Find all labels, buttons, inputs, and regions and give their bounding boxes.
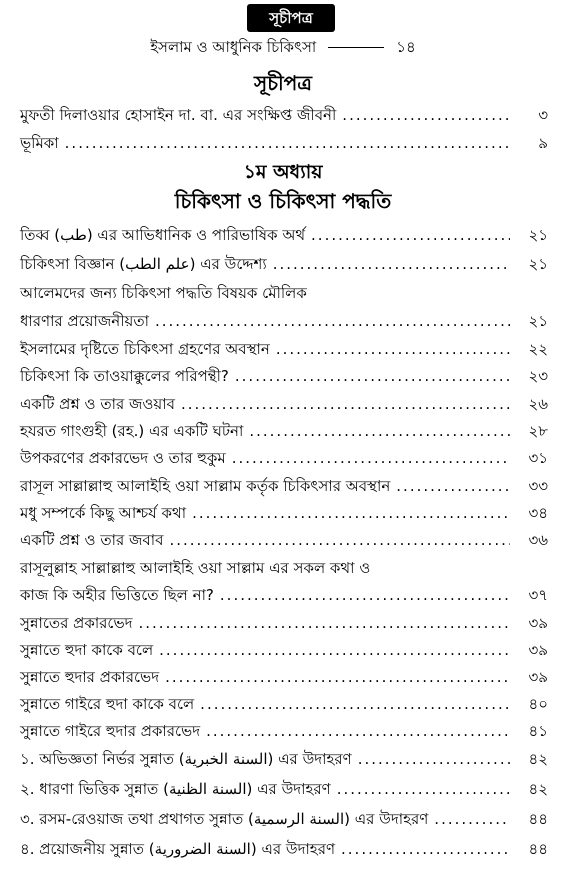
chapter-number: ১ম অধ্যায় — [243, 161, 323, 183]
dot-leader — [206, 719, 510, 743]
toc-entry[interactable] — [20, 131, 548, 155]
toc-entry[interactable] — [20, 337, 548, 361]
dot-leader — [273, 252, 510, 276]
arabic-term: طب — [60, 226, 87, 244]
entry-title: রাসূল সাল্লাল্লাহু আলাইহি ওয়া সাল্লাম কর্তৃক চিকিৎসার অবস্থান — [20, 477, 391, 495]
entry-page: ৩৩ — [528, 477, 548, 495]
entry-title: সুন্নাতে গাইরে হুদার প্রকারভেদ — [20, 722, 201, 740]
entry-title: তিব্ব (طب) এর আভিধানিক ও পারিভাষিক অর্থ — [20, 226, 306, 244]
toc-entry[interactable] — [20, 528, 548, 552]
toc-entry[interactable] — [20, 446, 548, 470]
entry-page: ৩১ — [528, 449, 548, 467]
entry-title: ২. ধারণা ভিত্তিক সুন্নাত (السنة الظنية) এর উদাহরণ — [20, 780, 331, 798]
entry-title: চিকিৎসা কি তাওয়াক্কুলের পরিপন্থী? — [20, 367, 229, 385]
entry-page: ২২ — [528, 340, 548, 358]
toc-entry[interactable] — [20, 309, 548, 333]
entry-title: কাজ কি অহীর ভিত্তিতে ছিল না? — [20, 586, 214, 604]
dot-leader — [181, 392, 510, 416]
entry-page: ৪৪ — [528, 840, 548, 858]
entry-title: সুন্নাতে হুদা কাকে বলে — [20, 641, 154, 659]
dot-leader — [159, 638, 510, 662]
dot-leader — [235, 364, 510, 388]
entry-title: একটি প্রশ্ন ও তার জওয়াব — [20, 395, 175, 413]
entry-title: ১. অভিজ্ঞতা নির্ভর সুন্নাত (السنة الخبرية) এর উদাহরণ — [20, 750, 352, 768]
toc-entry[interactable] — [20, 638, 548, 662]
dot-leader — [396, 474, 510, 498]
toc-entry[interactable] — [20, 583, 548, 607]
entry-page: ৩৭ — [528, 586, 548, 604]
entry-title: উপকরণের প্রকারভেদ ও তার হুকুম — [20, 449, 226, 467]
toc-entry[interactable] — [20, 392, 548, 416]
entry-page: ২৩ — [528, 367, 548, 385]
entry-title: একটি প্রশ্ন ও তার জবাব — [20, 531, 164, 549]
entry-title: হযরত গাংগুহী (রহ.) এর একটি ঘটনা — [20, 422, 244, 440]
entry-title: সুন্নাতে হুদার প্রকারভেদ — [20, 668, 160, 686]
header-page-number: ১৪ — [396, 38, 416, 56]
dot-leader — [65, 131, 510, 155]
entry-page: ৪২ — [528, 750, 548, 768]
contents-heading: সূচীপত্র — [254, 71, 312, 95]
dot-leader — [341, 837, 510, 861]
dot-leader — [249, 419, 510, 443]
dot-leader — [337, 777, 510, 801]
section-badge: সূচীপত্র — [247, 4, 335, 32]
entry-page: ৪১ — [528, 722, 548, 740]
entry-title: চিকিৎসা বিজ্ঞান (علم الطب) এর উদ্দেশ্য — [20, 255, 267, 273]
dot-leader — [342, 103, 510, 127]
toc-entry[interactable] — [20, 611, 548, 635]
entry-page: ৩৯ — [528, 641, 548, 659]
entry-page: ৩৯ — [528, 668, 548, 686]
toc-entry-continued[interactable]: আলেমদের জন্য চিকিৎসা পদ্ধতি বিষয়ক মৌলিক — [20, 284, 307, 302]
entry-page: ৪৪ — [528, 810, 548, 828]
toc-entry[interactable] — [20, 223, 548, 247]
entry-title: মধু সম্পর্কে কিছু আশ্চর্য কথা — [20, 504, 187, 522]
toc-entry[interactable] — [20, 474, 548, 498]
toc-entry[interactable] — [20, 777, 548, 801]
dot-leader — [200, 692, 510, 716]
entry-page: ২১ — [528, 255, 548, 273]
entry-title: ৪. প্রয়োজনীয় সুন্নাত (السنة الضرورية) এর উদাহরণ — [20, 840, 336, 858]
toc-entry[interactable] — [20, 364, 548, 388]
dot-leader — [155, 309, 510, 333]
dot-leader — [165, 665, 510, 689]
entry-page: ২৮ — [528, 422, 548, 440]
dot-leader — [220, 583, 510, 607]
toc-entry[interactable] — [20, 419, 548, 443]
dot-leader — [232, 446, 510, 470]
toc-entry[interactable] — [20, 252, 548, 276]
arabic-term: السنة الضرورية — [154, 840, 251, 858]
entry-title: ইসলামের দৃষ্টিতে চিকিৎসা গ্রহণের অবস্থান — [20, 340, 270, 358]
entry-title: ধারণার প্রয়োজনীয়তা — [20, 312, 149, 330]
chapter-title: চিকিৎসা ও চিকিৎসা পদ্ধতি — [174, 189, 392, 213]
entry-title: ৩. রসম-রেওয়াজ তথা প্রথাগত সুন্নাত (السنة الرسمية) এর উদাহরণ — [20, 810, 429, 828]
arabic-term: علم الطب — [125, 255, 190, 273]
dot-leader — [434, 807, 510, 831]
arabic-term: السنة الظنية — [168, 780, 247, 798]
entry-page: ২১ — [528, 312, 548, 330]
arabic-term: السنة الخبرية — [184, 750, 268, 768]
entry-page: ৩৪ — [528, 504, 548, 522]
book-title: ইসলাম ও আধুনিক চিকিৎসা — [150, 38, 317, 56]
toc-entry[interactable] — [20, 103, 548, 127]
dot-leader — [358, 747, 510, 771]
entry-page: ২১ — [528, 226, 548, 244]
running-header — [0, 36, 566, 58]
header-rule — [328, 47, 384, 48]
entry-title: মুফতী দিলাওয়ার হোসাইন দা. বা. এর সংক্ষিপ্ত জীবনী — [20, 106, 337, 124]
dot-leader — [311, 223, 510, 247]
dot-leader — [169, 528, 510, 552]
toc-entry[interactable] — [20, 692, 548, 716]
entry-page: ৯ — [538, 134, 548, 152]
entry-title: সুন্নাতে গাইরে হুদা কাকে বলে — [20, 695, 195, 713]
entry-page: ৪২ — [528, 780, 548, 798]
entry-page: ২৬ — [528, 395, 548, 413]
entry-page: ৩৬ — [528, 531, 548, 549]
entry-page: ৩ — [538, 106, 548, 124]
entry-title: ভূমিকা — [20, 134, 59, 152]
dot-leader — [276, 337, 510, 361]
toc-entry[interactable] — [20, 807, 548, 831]
entry-page: ৩৯ — [528, 614, 548, 632]
toc-entry[interactable] — [20, 665, 548, 689]
toc-entry[interactable] — [20, 501, 548, 525]
toc-entry[interactable] — [20, 747, 548, 771]
toc-entry[interactable] — [20, 719, 548, 743]
dot-leader — [139, 611, 511, 635]
toc-entry[interactable] — [20, 837, 548, 861]
toc-entry-continued[interactable]: রাসূলুল্লাহ সাল্লাল্লাহু আলাইহি ওয়া সাল্লাম এর সকল কথা ও — [20, 559, 371, 577]
dot-leader — [192, 501, 510, 525]
entry-page: ৪০ — [528, 695, 548, 713]
entry-title: সুন্নাতের প্রকারভেদ — [20, 614, 133, 632]
arabic-term: السنة الرسمية — [253, 810, 345, 828]
